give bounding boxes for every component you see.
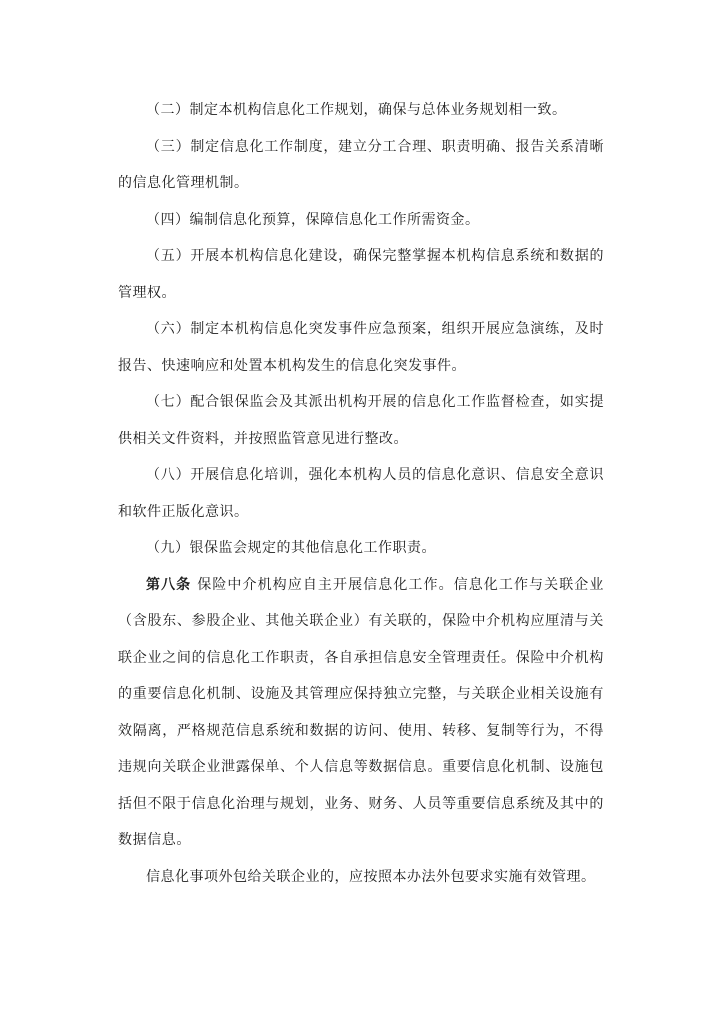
clause-3: （三）制定信息化工作制度，建立分工合理、职责明确、报告关系清晰的信息化管理机制。 [118, 138, 604, 191]
clause-2: （二）制定本机构信息化工作规划，确保与总体业务规划相一致。 [146, 102, 567, 118]
article-8 [118, 567, 604, 859]
clause-5: （五）开展本机构信息化建设，确保完整掌握本机构信息系统和数据的管理权。 [118, 248, 604, 301]
article-8-number: 第八条 [146, 576, 192, 593]
document-page [118, 92, 604, 895]
clause-9: （九）银保监会规定的其他信息化工作职责。 [146, 540, 436, 556]
clause-8: （八）开展信息化培训，强化本机构人员的信息化意识、信息安全意识和软件正版化意识。 [118, 467, 604, 520]
closing-paragraph: 信息化事项外包给关联企业的，应按照本办法外包要求实施有效管理。 [146, 868, 596, 885]
clause-6: （六）制定本机构信息化突发事件应急预案，组织开展应急演练，及时报告、快速响应和处置本机构发生的信息化突发事件。 [118, 321, 604, 374]
clause-7: （七）配合银保监会及其派出机构开展的信息化工作监督检查，如实提供相关文件资料，并按照监管意见进行整改。 [118, 394, 604, 447]
clause-4: （四）编制信息化预算，保障信息化工作所需资金。 [146, 211, 480, 228]
article-8-text: 保险中介机构应自主开展信息化工作。信息化工作与关联企业（含股东、参股企业、其他关联企业）有关联的，保险中介机构应厘清与关联企业之间的信息化工作职责，各自承担信息安全管理责任。保险中介机构的重要信息化机制、设施及其管理应保持独立完整，与关联企业相关设施有效隔离，严格规范信息系统和数据的访问、使用、转移、复制等行为，不得违规向关联企业泄露保单、个人信息等数据信息。重要信息化机制、设施包括但不限于信息化治理与规划，业务、财务、人员等重要信息系统及其中的数据信息。 [118, 576, 604, 848]
